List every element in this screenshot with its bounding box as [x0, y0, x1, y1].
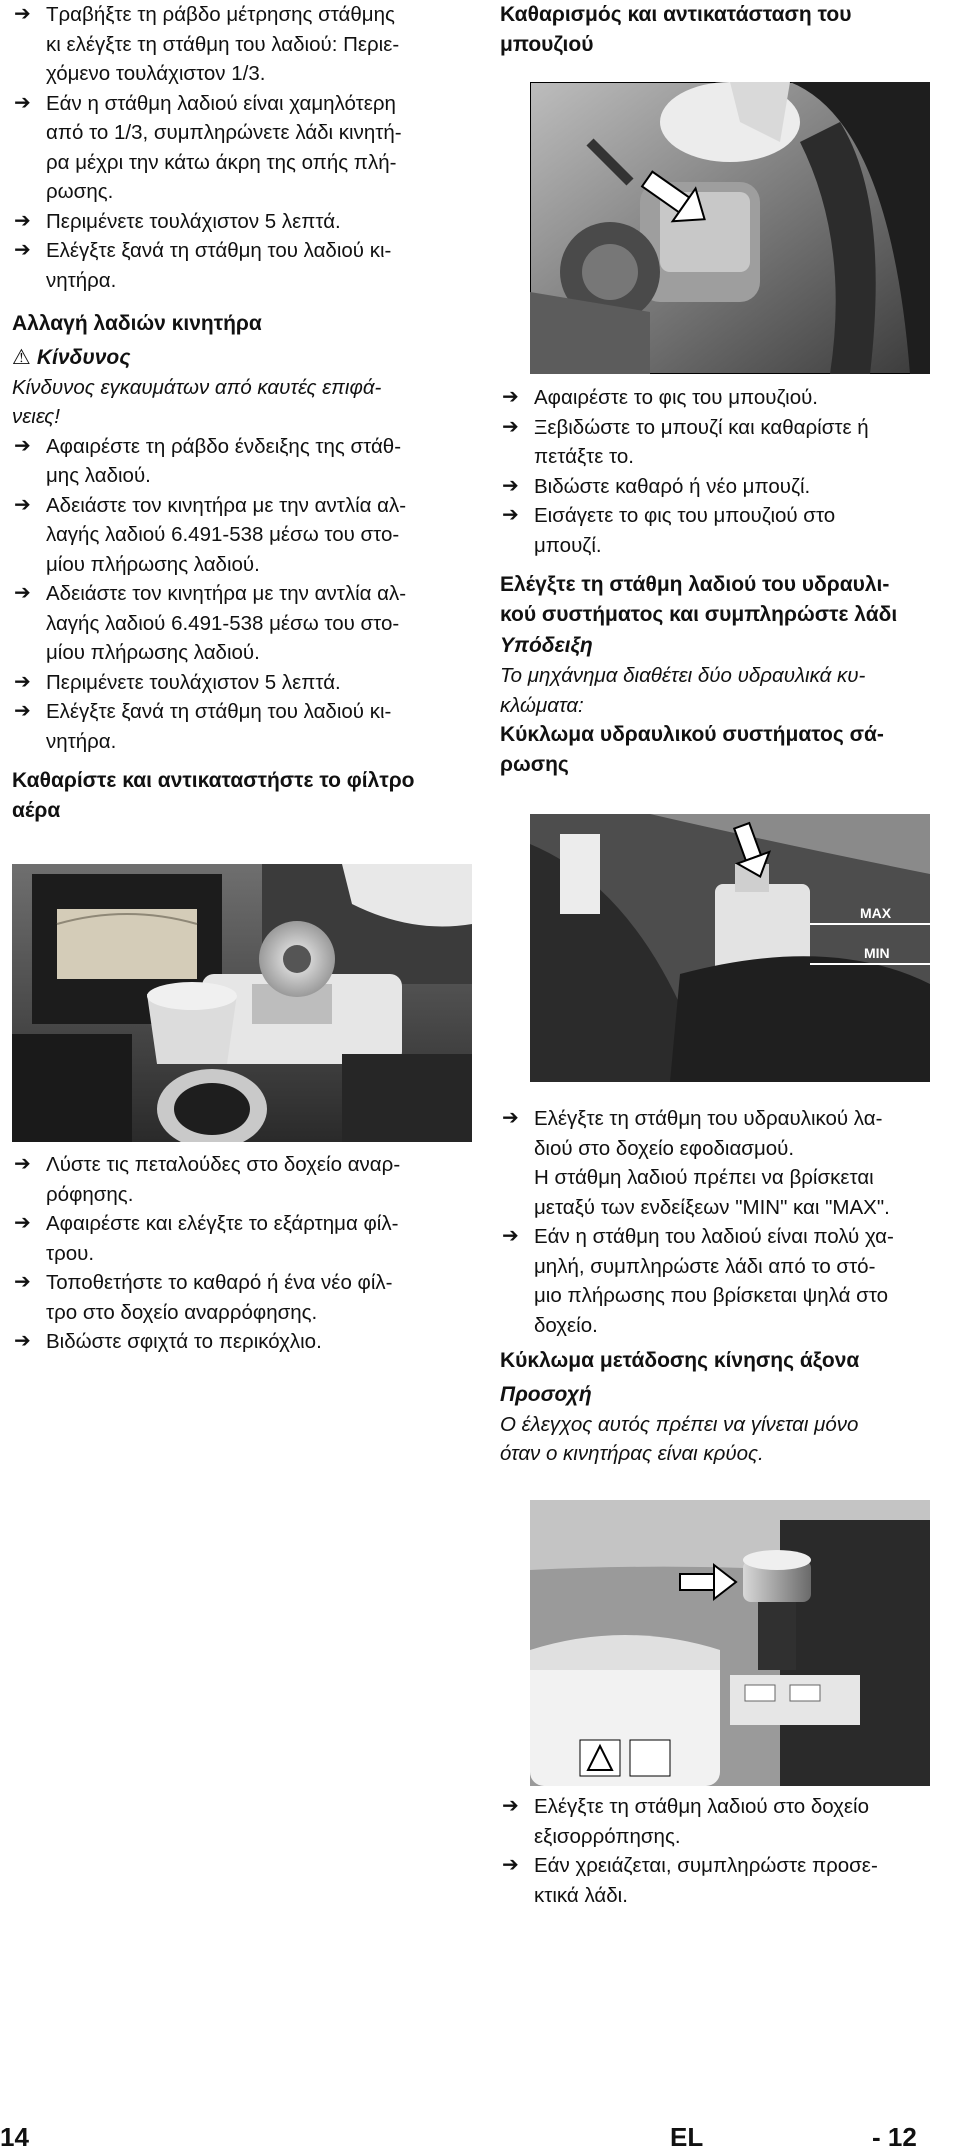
left-column-lower [12, 1150, 472, 1357]
danger-label: ⚠ Κίνδυνος [12, 343, 472, 373]
min-label: MIN [864, 945, 890, 961]
hint-text: Το μηχάνημα διαθέτει δύο υδραυλικά κυ- κλώματα: [500, 664, 866, 717]
instruction-top-up-hydraulic: ➔ Εάν η στάθμη του λαδιού είναι πολύ χα- μηλή, συμπληρώστε λάδι από το στό- μιο πλήρωσης που βρίσκεται ψηλά στο δοχείο. [500, 1222, 940, 1340]
instruction-top-up-carefully: ➔ Εάν χρειάζεται, συμπληρώστε προσε- κτικά λάδι. [500, 1851, 940, 1910]
right-column [500, 0, 940, 59]
arrow-right-icon: ➔ [502, 504, 519, 526]
arrow-right-icon: ➔ [14, 1212, 31, 1234]
arrow-right-icon: ➔ [14, 434, 31, 457]
danger-text: Κίνδυνος εγκαυμάτων από καυτές επιφά- νειες! [12, 375, 382, 428]
spark-plug-illustration [530, 82, 930, 374]
oil-level-note: Η στάθμη λαδιού πρέπει να βρίσκεται μεταξύ των ενδείξεων "MIN" και "MAX". [534, 1166, 890, 1219]
heading-sweeping-circuit: Κύκλωμα υδραυλικού συστήματος σά- ρωσης [500, 723, 884, 776]
page-number-right: - 12 [872, 2122, 917, 2152]
air-filter-illustration [12, 864, 472, 1142]
instruction-drain-engine-1: ➔ Αδειάστε τον κινητήρα με την αντλία αλ- λαγής λαδιού 6.491-538 μέσω του στο- μίου πλήρωσης λαδιού. [12, 491, 472, 580]
expansion-tank-illustration [530, 1500, 930, 1786]
right-column-lower [500, 1104, 940, 1469]
arrow-right-icon: ➔ [14, 209, 31, 232]
arrow-right-icon: ➔ [502, 386, 519, 408]
arrow-right-icon: ➔ [14, 1330, 31, 1352]
arrow-right-icon: ➔ [14, 239, 31, 261]
right-column-mid [500, 383, 940, 779]
arrow-right-icon: ➔ [502, 474, 519, 497]
right-column-bottom [500, 1792, 940, 1910]
instruction-insert-plug-cap: ➔ Εισάγετε το φις του μπουζιού στο μπουζί. [500, 501, 940, 560]
heading-oil-change: Αλλαγή λαδιών κινητήρα [12, 312, 262, 335]
hydraulic-tank-photo [530, 814, 930, 1082]
instruction-remove-dipstick: ➔ Αφαιρέστε τη ράβδο ένδειξης της στάθ- μης λαδιού. [12, 432, 472, 491]
instruction-screw-in-plug: ➔ Βιδώστε καθαρό ή νέο μπουζί. [500, 472, 940, 502]
instruction-wait-2: ➔ Περιμένετε τουλάχιστον 5 λεπτά. [12, 668, 472, 698]
arrow-right-icon: ➔ [14, 670, 31, 693]
arrow-right-icon: ➔ [502, 1107, 519, 1129]
arrow-right-icon: ➔ [502, 1854, 519, 1876]
arrow-right-icon: ➔ [14, 700, 31, 722]
heading-axle-drive-circuit: Κύκλωμα μετάδοσης κίνησης άξονα [500, 1349, 860, 1372]
arrow-right-icon: ➔ [502, 415, 519, 438]
heading-spark-plug: Καθαρισμός και αντικατάσταση του μπουζιού [500, 3, 852, 56]
arrow-right-icon: ➔ [502, 1225, 519, 1247]
instruction-drain-engine-2: ➔ Αδειάστε τον κινητήρα με την αντλία αλ- λαγής λαδιού 6.491-538 μέσω του στο- μίου πλήρωσης λαδιού. [12, 579, 472, 668]
arrow-right-icon: ➔ [14, 1271, 31, 1293]
expansion-tank-photo [530, 1500, 930, 1786]
instruction-top-up-oil: ➔ Εάν η στάθμη λαδιού είναι χαμηλότερη από το 1/3, συμπληρώνετε λάδι κινητή- ρα μέχρι την κάτω άκρη της οπής πλή- ρωσης. [12, 89, 472, 207]
arrow-right-icon: ➔ [14, 582, 31, 604]
warning-triangle-icon: ⚠ [12, 345, 31, 369]
language-code: EL [670, 2122, 704, 2152]
hint-label: Υπόδειξη [500, 634, 593, 657]
arrow-right-icon: ➔ [14, 493, 31, 516]
instruction-pull-dipstick: ➔ Τραβήξτε τη ράβδο μέτρησης στάθμης κι ελέγξτε τη στάθμη του λαδιού: Περιε- χόμενο τουλάχιστον 1/3. [12, 0, 472, 89]
instruction-wait: ➔ Περιμένετε τουλάχιστον 5 λεπτά. [12, 207, 472, 237]
page-number-left: 14 [0, 2122, 29, 2152]
instruction-loosen-wing-nuts: ➔ Λύστε τις πεταλούδες στο δοχείο αναρ- ρόφησης. [12, 1150, 472, 1209]
instruction-remove-plug-cap: ➔ Αφαιρέστε το φις του μπουζιού. [500, 383, 940, 413]
instruction-remove-filter: ➔ Αφαιρέστε και ελέγξτε το εξάρτημα φίλ- τρου. [12, 1209, 472, 1268]
instruction-recheck-oil-2: ➔ Ελέγξτε ξανά τη στάθμη του λαδιού κι- νητήρα. [12, 697, 472, 756]
instruction-tighten-nut: ➔ Βιδώστε σφιχτά το περικόχλιο. [12, 1327, 472, 1357]
heading-hydraulic-oil: Ελέγξτε τη στάθμη λαδιού του υδραυλι- κού συστήματος και συμπληρώστε λάδι [500, 573, 898, 626]
instruction-check-expansion-tank: ➔ Ελέγξτε τη στάθμη λαδιού στο δοχείο εξισορρόπησης. [500, 1792, 940, 1851]
caution-label: Προσοχή [500, 1382, 592, 1406]
instruction-recheck-oil: ➔ Ελέγξτε ξανά τη στάθμη του λαδιού κι- νητήρα. [12, 236, 472, 295]
arrow-right-icon: ➔ [14, 3, 31, 25]
air-filter-photo [12, 864, 472, 1142]
heading-air-filter: Καθαρίστε και αντικαταστήστε το φίλτρο αέρα [12, 769, 415, 822]
arrow-right-icon: ➔ [14, 1153, 31, 1175]
arrow-right-icon: ➔ [14, 91, 31, 114]
hydraulic-tank-illustration [530, 814, 930, 1082]
instruction-unscrew-plug: ➔ Ξεβιδώστε το μπουζί και καθαρίστε ή πετάξτε το. [500, 413, 940, 472]
max-label: MAX [860, 905, 892, 921]
instruction-check-supply-tank: ➔ Ελέγξτε τη στάθμη του υδραυλικού λα- διού στο δοχείο εφοδιασμού. [500, 1104, 940, 1163]
arrow-right-icon: ➔ [502, 1795, 519, 1817]
spark-plug-photo [530, 82, 930, 374]
caution-text: Ο έλεγχος αυτός πρέπει να γίνεται μόνο όταν ο κινητήρας είναι κρύος. [500, 1412, 859, 1465]
instruction-insert-filter: ➔ Τοποθετήστε το καθαρό ή ένα νέο φίλ- τρο στο δοχείο αναρρόφησης. [12, 1268, 472, 1327]
